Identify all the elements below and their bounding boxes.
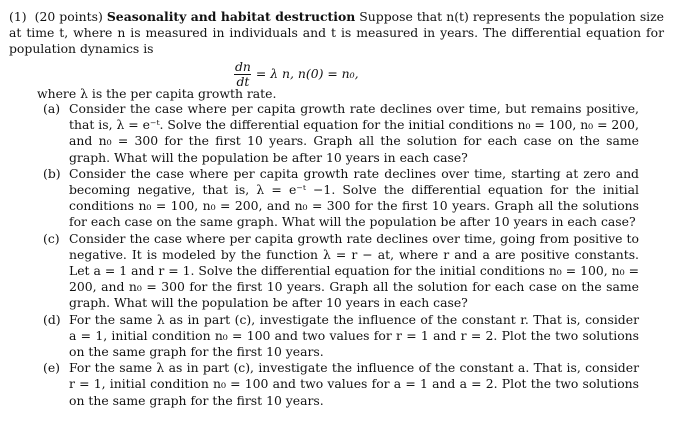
part-text: For the same λ as in part (c), investigate the influence of the constant r. That is, consider a = 1, initial condition n₀ = 100 and two values for r = 1 and r = 2. Plot the two solutions on the same graph for the first 10 years. xyxy=(69,311,639,360)
part-label: (e) xyxy=(43,360,61,376)
problem-number: (1) xyxy=(9,9,27,24)
part-b xyxy=(43,166,639,231)
problem-intro xyxy=(9,9,664,58)
part-text: Consider the case where per capita growth rate declines over time, going from positive to negative. It is modeled by the function λ = r − at, where r and a are positive constants. Let a = 1 and r = 1. Solve the differential equation for the initial conditions n₀ = 100, n₀ = 200, and n₀ = 300 for the first 10 years. Graph all the solution for each case on the same graph. What will the population be after 10 years in each case? xyxy=(69,230,639,311)
part-d xyxy=(43,312,639,361)
problem-points: (20 points) xyxy=(34,9,103,24)
problem-title: Seasonality and habitat destruction xyxy=(106,9,356,24)
part-text: Consider the case where per capita growth rate declines over time, but remains positive, that is, λ = e⁻ᵗ. Solve the differential equation for the initial conditions n₀ = 100, n₀ = 200, and n₀ = 300 for the first 10 years. Graph all the solution for each case on the same graph. What will the population be after 10 years in each case? xyxy=(69,101,639,165)
parts-list xyxy=(43,101,639,409)
fraction-denominator: dt xyxy=(236,73,250,89)
part-label: (d) xyxy=(43,311,61,327)
problem-intro-text: Suppose that n(t) represents the population size at time t, where n is measured in individuals and t is measured in years. The differential equation for population dynamics is xyxy=(9,9,665,57)
part-text: Consider the case where per capita growth rate declines over time, starting at zero and becoming negative, that is, λ = e⁻ᵗ −1. Solve the differential equation for the initial conditions n₀ = 100, n₀ = 200, and n₀ = 300 for the first 10 years. Graph all the solutions for each case on the same graph. What will the population be after 10 years in each case? xyxy=(69,165,639,230)
part-text: For the same λ as in part (c), investigate the influence of the constant a. That is, consider r = 1, initial condition n₀ = 100 and two values for a = 1 and a = 2. Plot the two solutions on the same graph for the first 10 years. xyxy=(69,360,639,408)
part-e xyxy=(43,360,639,409)
where-clause: where λ is the per capita growth rate. xyxy=(37,86,277,101)
part-label: (b) xyxy=(43,165,61,181)
part-label: (a) xyxy=(43,101,61,116)
part-label: (c) xyxy=(43,230,60,246)
part-a xyxy=(43,101,639,166)
fraction-numerator: dn xyxy=(235,58,251,74)
equation-rhs: = λ n, n(0) = n₀, xyxy=(255,65,359,81)
derivative-fraction xyxy=(234,60,252,89)
part-c xyxy=(43,231,639,312)
